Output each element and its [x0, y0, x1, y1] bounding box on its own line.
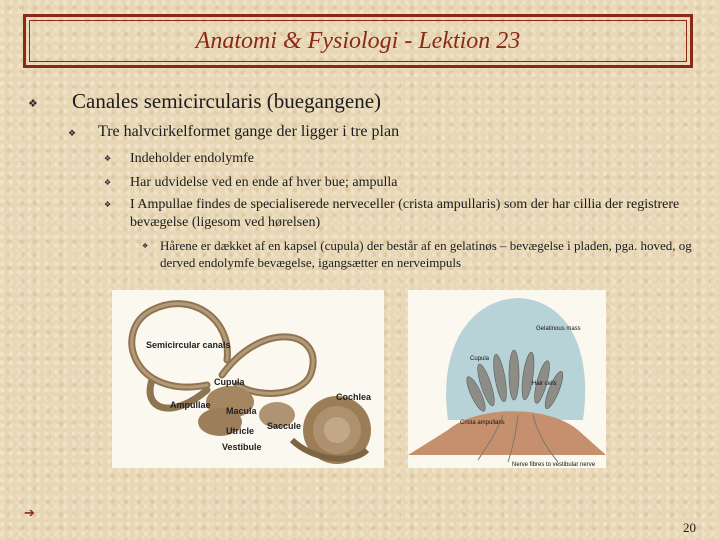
- label-nerve-fibres: Nerve fibres to vestibular nerve: [512, 462, 596, 468]
- page-number: 20: [683, 520, 696, 535]
- bullet-level1: Canales semicircularis (buegangene): [72, 89, 382, 113]
- bullet-icon: ❖: [104, 154, 112, 163]
- bullet-level3-item: Indeholder endolymfe: [130, 151, 255, 166]
- label-saccule: Saccule: [267, 421, 302, 431]
- slide-title: Anatomi & Fysiologi - Lektion 23: [195, 27, 521, 54]
- bullet-icon: ❖: [28, 98, 38, 110]
- label-semicircular-canals: Semicircular canals: [146, 340, 231, 350]
- next-slide-arrow-icon[interactable]: ➔: [24, 505, 35, 520]
- bullet-icon: ❖: [142, 242, 149, 250]
- bullet-icon: ❖: [104, 200, 112, 209]
- label-vestibule: Vestibule: [222, 442, 262, 452]
- bullet-level3-item: Har udvidelse ved en ende af hver bue; ampulla: [130, 175, 398, 190]
- bullet-icon: ❖: [104, 178, 112, 187]
- label-cupula: Cupula: [214, 377, 245, 387]
- bullet-level4: Hårene er dækket af en kapsel (cupula) der består af en gelatinøs – bevægelse i pladen, pga. hoved, og derved endolymfe bevægelse, igangsætter en nerveimpuls: [160, 238, 692, 270]
- label-crista-ampullaris: Crista ampullaris: [460, 420, 505, 426]
- label-utricle: Utricle: [226, 426, 255, 436]
- bullet-level2: Tre halvcirkelformet gange der ligger i tre plan: [98, 123, 400, 140]
- inner-ear-illustration: [112, 290, 384, 468]
- title-frame: [23, 14, 693, 68]
- label-ampullae: Ampullae: [170, 400, 211, 410]
- bullet-level3-item: I Ampullae findes de specialiserede nerveceller (crista ampullaris) som der har cillia der registrere bevægelse (ligesom ved hørelsen): [130, 197, 680, 230]
- bullet-icon: ❖: [68, 128, 77, 138]
- label-cupula: Cupula: [470, 356, 490, 362]
- crista-ampullaris-illustration: [408, 290, 606, 468]
- label-macula: Macula: [226, 406, 257, 416]
- label-cochlea: Cochlea: [336, 392, 372, 402]
- label-hair-cells: Hair cells: [532, 381, 557, 387]
- label-gelatinous-mass: Gelatinous mass: [536, 326, 581, 332]
